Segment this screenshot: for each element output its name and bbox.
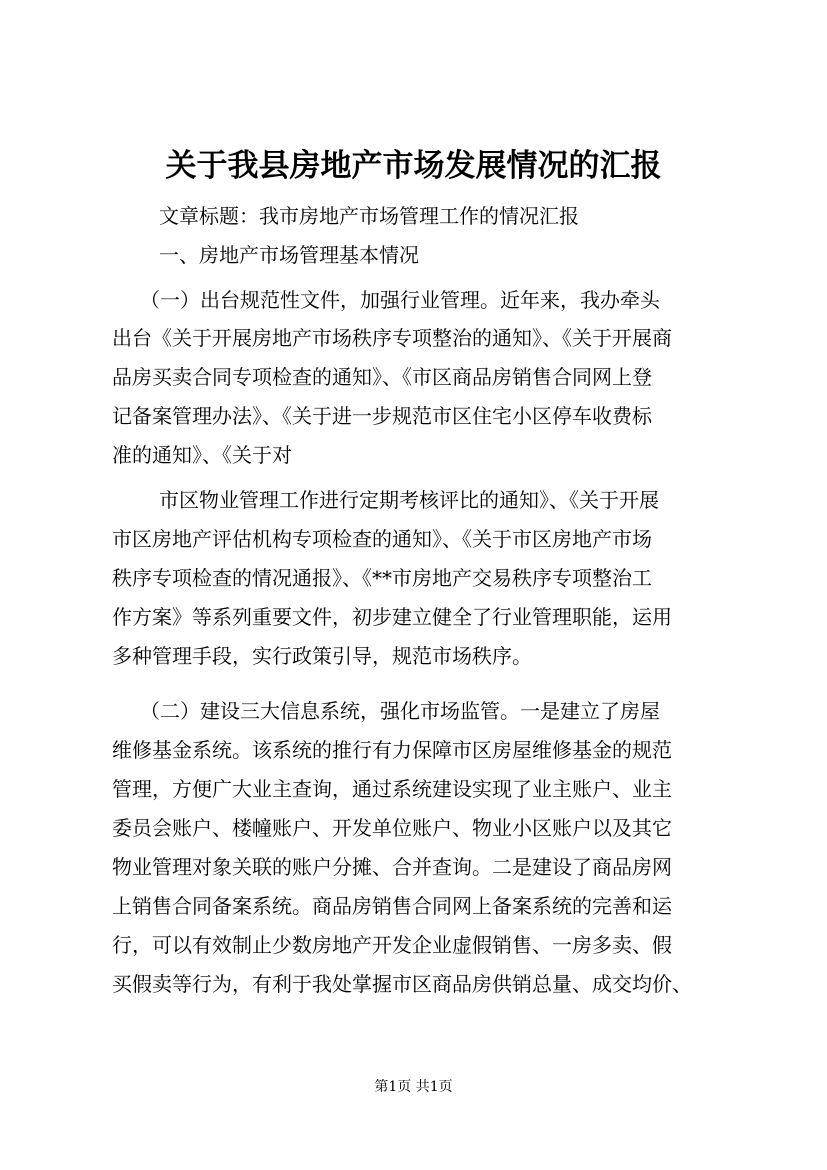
- paragraph-line: 市区房地产评估机构专项检查的通知》、《关于市区房地产市场: [112, 527, 652, 551]
- paragraph-line: （二）建设三大信息系统，强化市场监管。一是建立了房屋: [140, 699, 660, 723]
- section-heading: 一、房地产市场管理基本情况: [159, 243, 419, 267]
- paragraph-line: 准的通知》、《关于对: [112, 443, 292, 467]
- paragraph-line: 委员会账户、楼幢账户、开发单位账户、物业小区账户以及其它: [112, 816, 672, 840]
- article-title-line: 文章标题：我市房地产市场管理工作的情况汇报: [159, 204, 579, 228]
- paragraph-line: 品房买卖合同专项检查的通知》、《市区商品房销售合同网上登: [112, 365, 652, 389]
- paragraph-line: （一）出台规范性文件，加强行业管理。近年来，我办牵头: [140, 288, 660, 312]
- paragraph-line: 上销售合同备案系统。商品房销售合同网上备案系统的完善和运: [112, 894, 672, 918]
- document-title: 关于我县房地产市场发展情况的汇报: [165, 148, 662, 184]
- paragraph-line: 记备案管理办法》、《关于进一步规范市区住宅小区停车收费标: [112, 404, 652, 428]
- page-footer: 第1页 共1页: [374, 1079, 453, 1095]
- paragraph-line: 多种管理手段，实行政策引导，规范市场秩序。: [112, 644, 532, 668]
- paragraph-line: 市区物业管理工作进行定期考核评比的通知》、《关于开展: [159, 488, 659, 512]
- paragraph-line: 买假卖等行为，有利于我处掌握市区商品房供销总量、成交均价、: [112, 972, 692, 996]
- paragraph-line: 作方案》等系列重要文件，初步建立健全了行业管理职能，运用: [112, 605, 672, 629]
- paragraph-line: 秩序专项检查的情况通报》、《**市房地产交易秩序专项整治工: [112, 566, 652, 590]
- paragraph-line: 物业管理对象关联的账户分摊、合并查询。二是建设了商品房网: [112, 855, 672, 879]
- paragraph-line: 维修基金系统。该系统的推行有力保障市区房屋维修基金的规范: [112, 738, 672, 762]
- paragraph-line: 管理，方便广大业主查询，通过系统建设实现了业主账户、业主: [112, 777, 672, 801]
- paragraph-line: 行，可以有效制止少数房地产开发企业虚假销售、一房多卖、假: [112, 933, 672, 957]
- paragraph-line: 出台《关于开展房地产市场秩序专项整治的通知》、《关于开展商: [112, 326, 672, 350]
